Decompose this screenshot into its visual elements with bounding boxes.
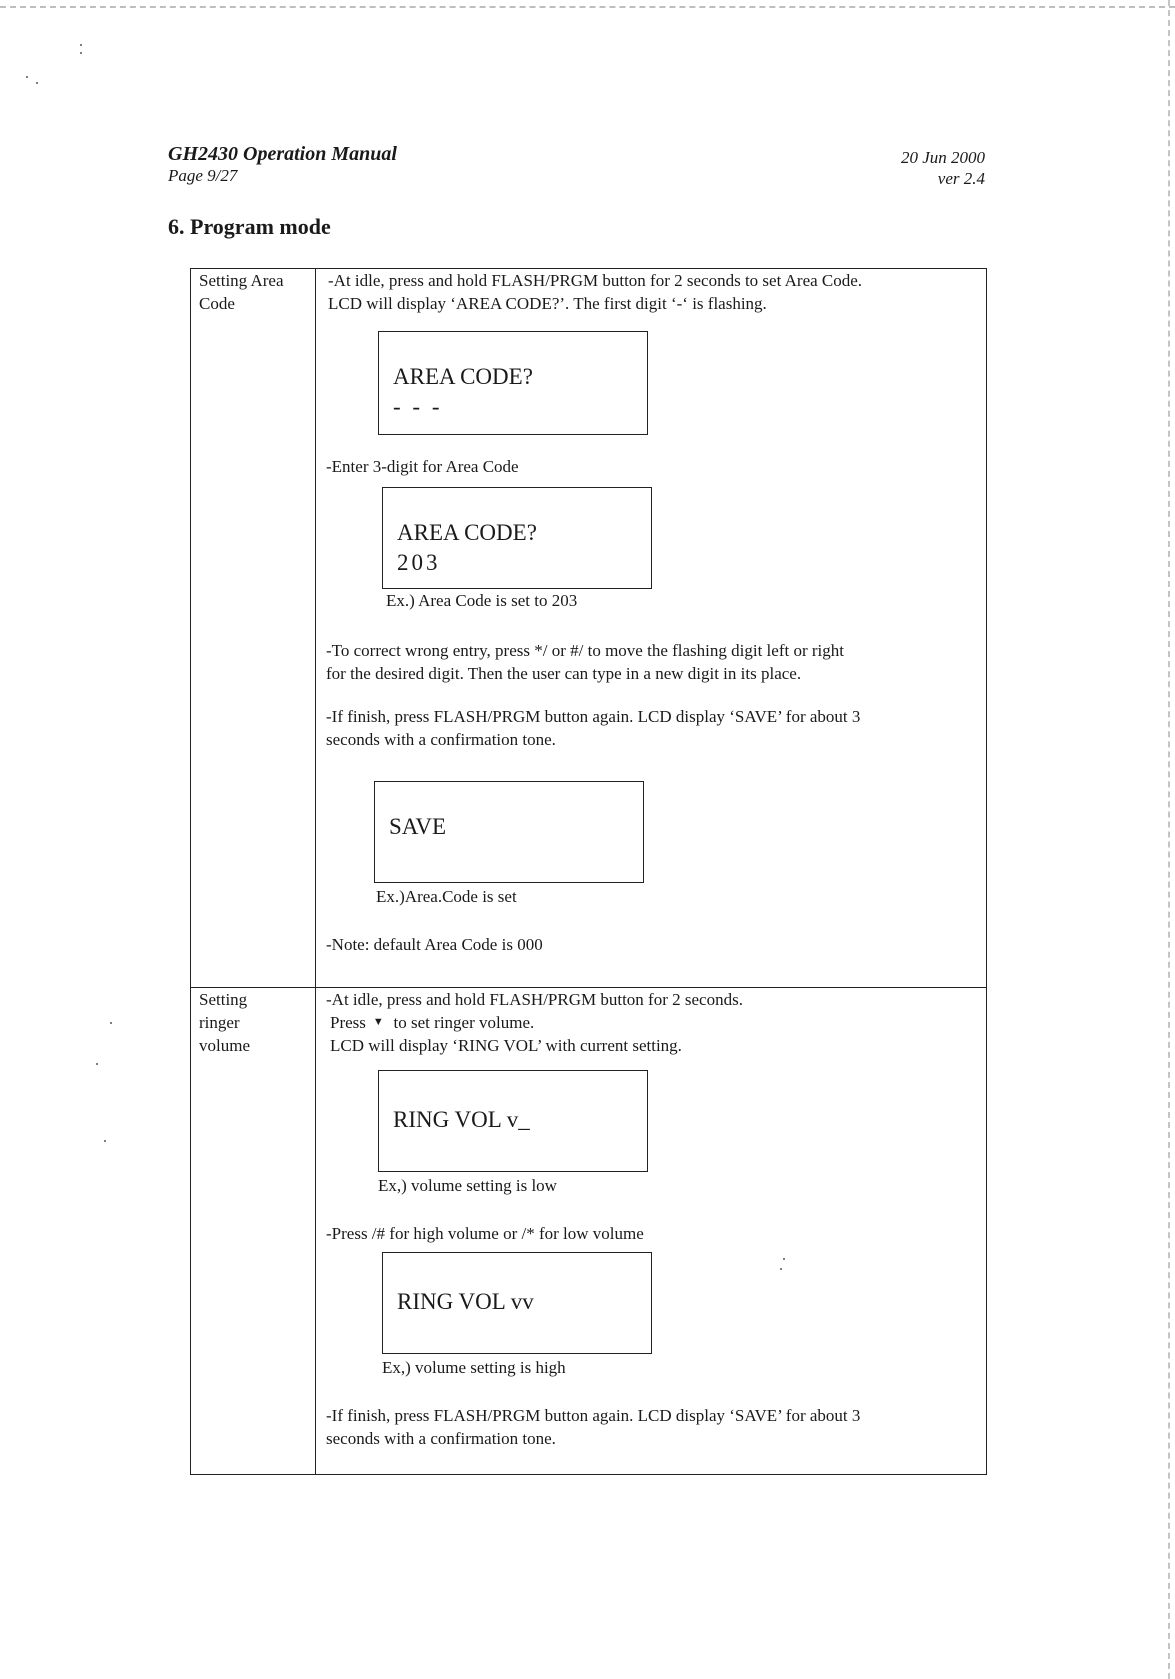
instruction-text: LCD will display ‘RING VOL’ with current setting. <box>330 1036 682 1055</box>
document-header-left <box>168 143 397 186</box>
lcd-caption: Ex.)Area.Code is set <box>376 887 517 906</box>
row-label-cell <box>191 269 316 988</box>
row-label-cell <box>191 988 316 1475</box>
row-label <box>191 988 315 1057</box>
lcd-line: RING VOL v_ <box>393 1107 530 1132</box>
lcd-display <box>382 1252 652 1354</box>
document-version: ver 2.4 <box>937 169 985 188</box>
lcd-line: - - - <box>393 394 443 419</box>
lcd-caption: Ex.) Area Code is set to 203 <box>386 591 578 610</box>
scan-speck <box>26 76 28 78</box>
lcd-display <box>378 1070 648 1172</box>
instruction-fragment: Press <box>330 1013 366 1032</box>
instruction-text: LCD will display ‘AREA CODE?’. The first digit ‘-‘ is flashing. <box>328 294 767 313</box>
row-label-line: Code <box>199 294 235 313</box>
table-row <box>191 269 987 988</box>
lcd-line: AREA CODE? <box>397 520 537 545</box>
scan-speck <box>96 1063 98 1065</box>
row-label <box>191 269 315 315</box>
program-mode-table <box>190 268 987 1475</box>
row-label-line: Setting Area <box>199 271 284 290</box>
scan-right-edge <box>1168 0 1170 1679</box>
scan-speck <box>110 1022 112 1024</box>
scan-speck <box>104 1140 106 1142</box>
instruction-text: seconds with a confirmation tone. <box>326 730 556 749</box>
lcd-line: AREA CODE? <box>393 364 533 389</box>
instruction-text: -If finish, press FLASH/PRGM button again. LCD display ‘SAVE’ for about 3 <box>326 707 861 726</box>
scan-top-edge <box>0 6 1175 8</box>
instruction-fragment: to set ringer volume. <box>393 1013 535 1032</box>
lcd-line: SAVE <box>389 814 447 839</box>
instruction-note: -Note: default Area Code is 000 <box>326 935 543 954</box>
down-triangle-icon: ▼ <box>370 1016 390 1028</box>
row-label-line: volume <box>199 1036 250 1055</box>
instruction-text: for the desired digit. Then the user can type in a new digit in its place. <box>326 664 802 683</box>
row-content-cell <box>316 988 987 1475</box>
lcd-caption: Ex,) volume setting is low <box>378 1176 557 1195</box>
document-header-right <box>901 147 985 189</box>
lcd-line: RING VOL vv <box>397 1289 534 1314</box>
row-label-line: ringer <box>199 1013 240 1032</box>
scan-speck <box>80 44 82 46</box>
scan-speck <box>36 82 38 84</box>
instruction-text: -Enter 3-digit for Area Code <box>326 457 519 476</box>
instruction-text: seconds with a confirmation tone. <box>326 1429 556 1448</box>
document-title: GH2430 Operation Manual <box>168 143 397 165</box>
instruction-text: -Press /# for high volume or /* for low volume <box>326 1224 644 1243</box>
lcd-caption: Ex,) volume setting is high <box>382 1358 566 1377</box>
instruction-text: -At idle, press and hold FLASH/PRGM button for 2 seconds. <box>326 990 743 1009</box>
section-title: 6. Program mode <box>168 214 331 239</box>
lcd-display <box>382 487 652 589</box>
scan-speck <box>80 52 82 54</box>
document-date: 20 Jun 2000 <box>900 148 985 167</box>
instruction-text: -If finish, press FLASH/PRGM button again. LCD display ‘SAVE’ for about 3 <box>326 1406 861 1425</box>
lcd-line: 203 <box>397 550 441 575</box>
row-content-cell <box>316 269 987 988</box>
instruction-text-with-icon <box>330 1011 534 1034</box>
page-number: Page 9/27 <box>168 166 238 185</box>
table-row <box>191 988 987 1475</box>
instruction-text: -To correct wrong entry, press */ or #/ to move the flashing digit left or right <box>326 641 844 660</box>
row-label-line: Setting <box>199 990 248 1009</box>
lcd-display <box>374 781 644 883</box>
instruction-text: -At idle, press and hold FLASH/PRGM button for 2 seconds to set Area Code. <box>328 271 863 290</box>
lcd-display <box>378 331 648 435</box>
